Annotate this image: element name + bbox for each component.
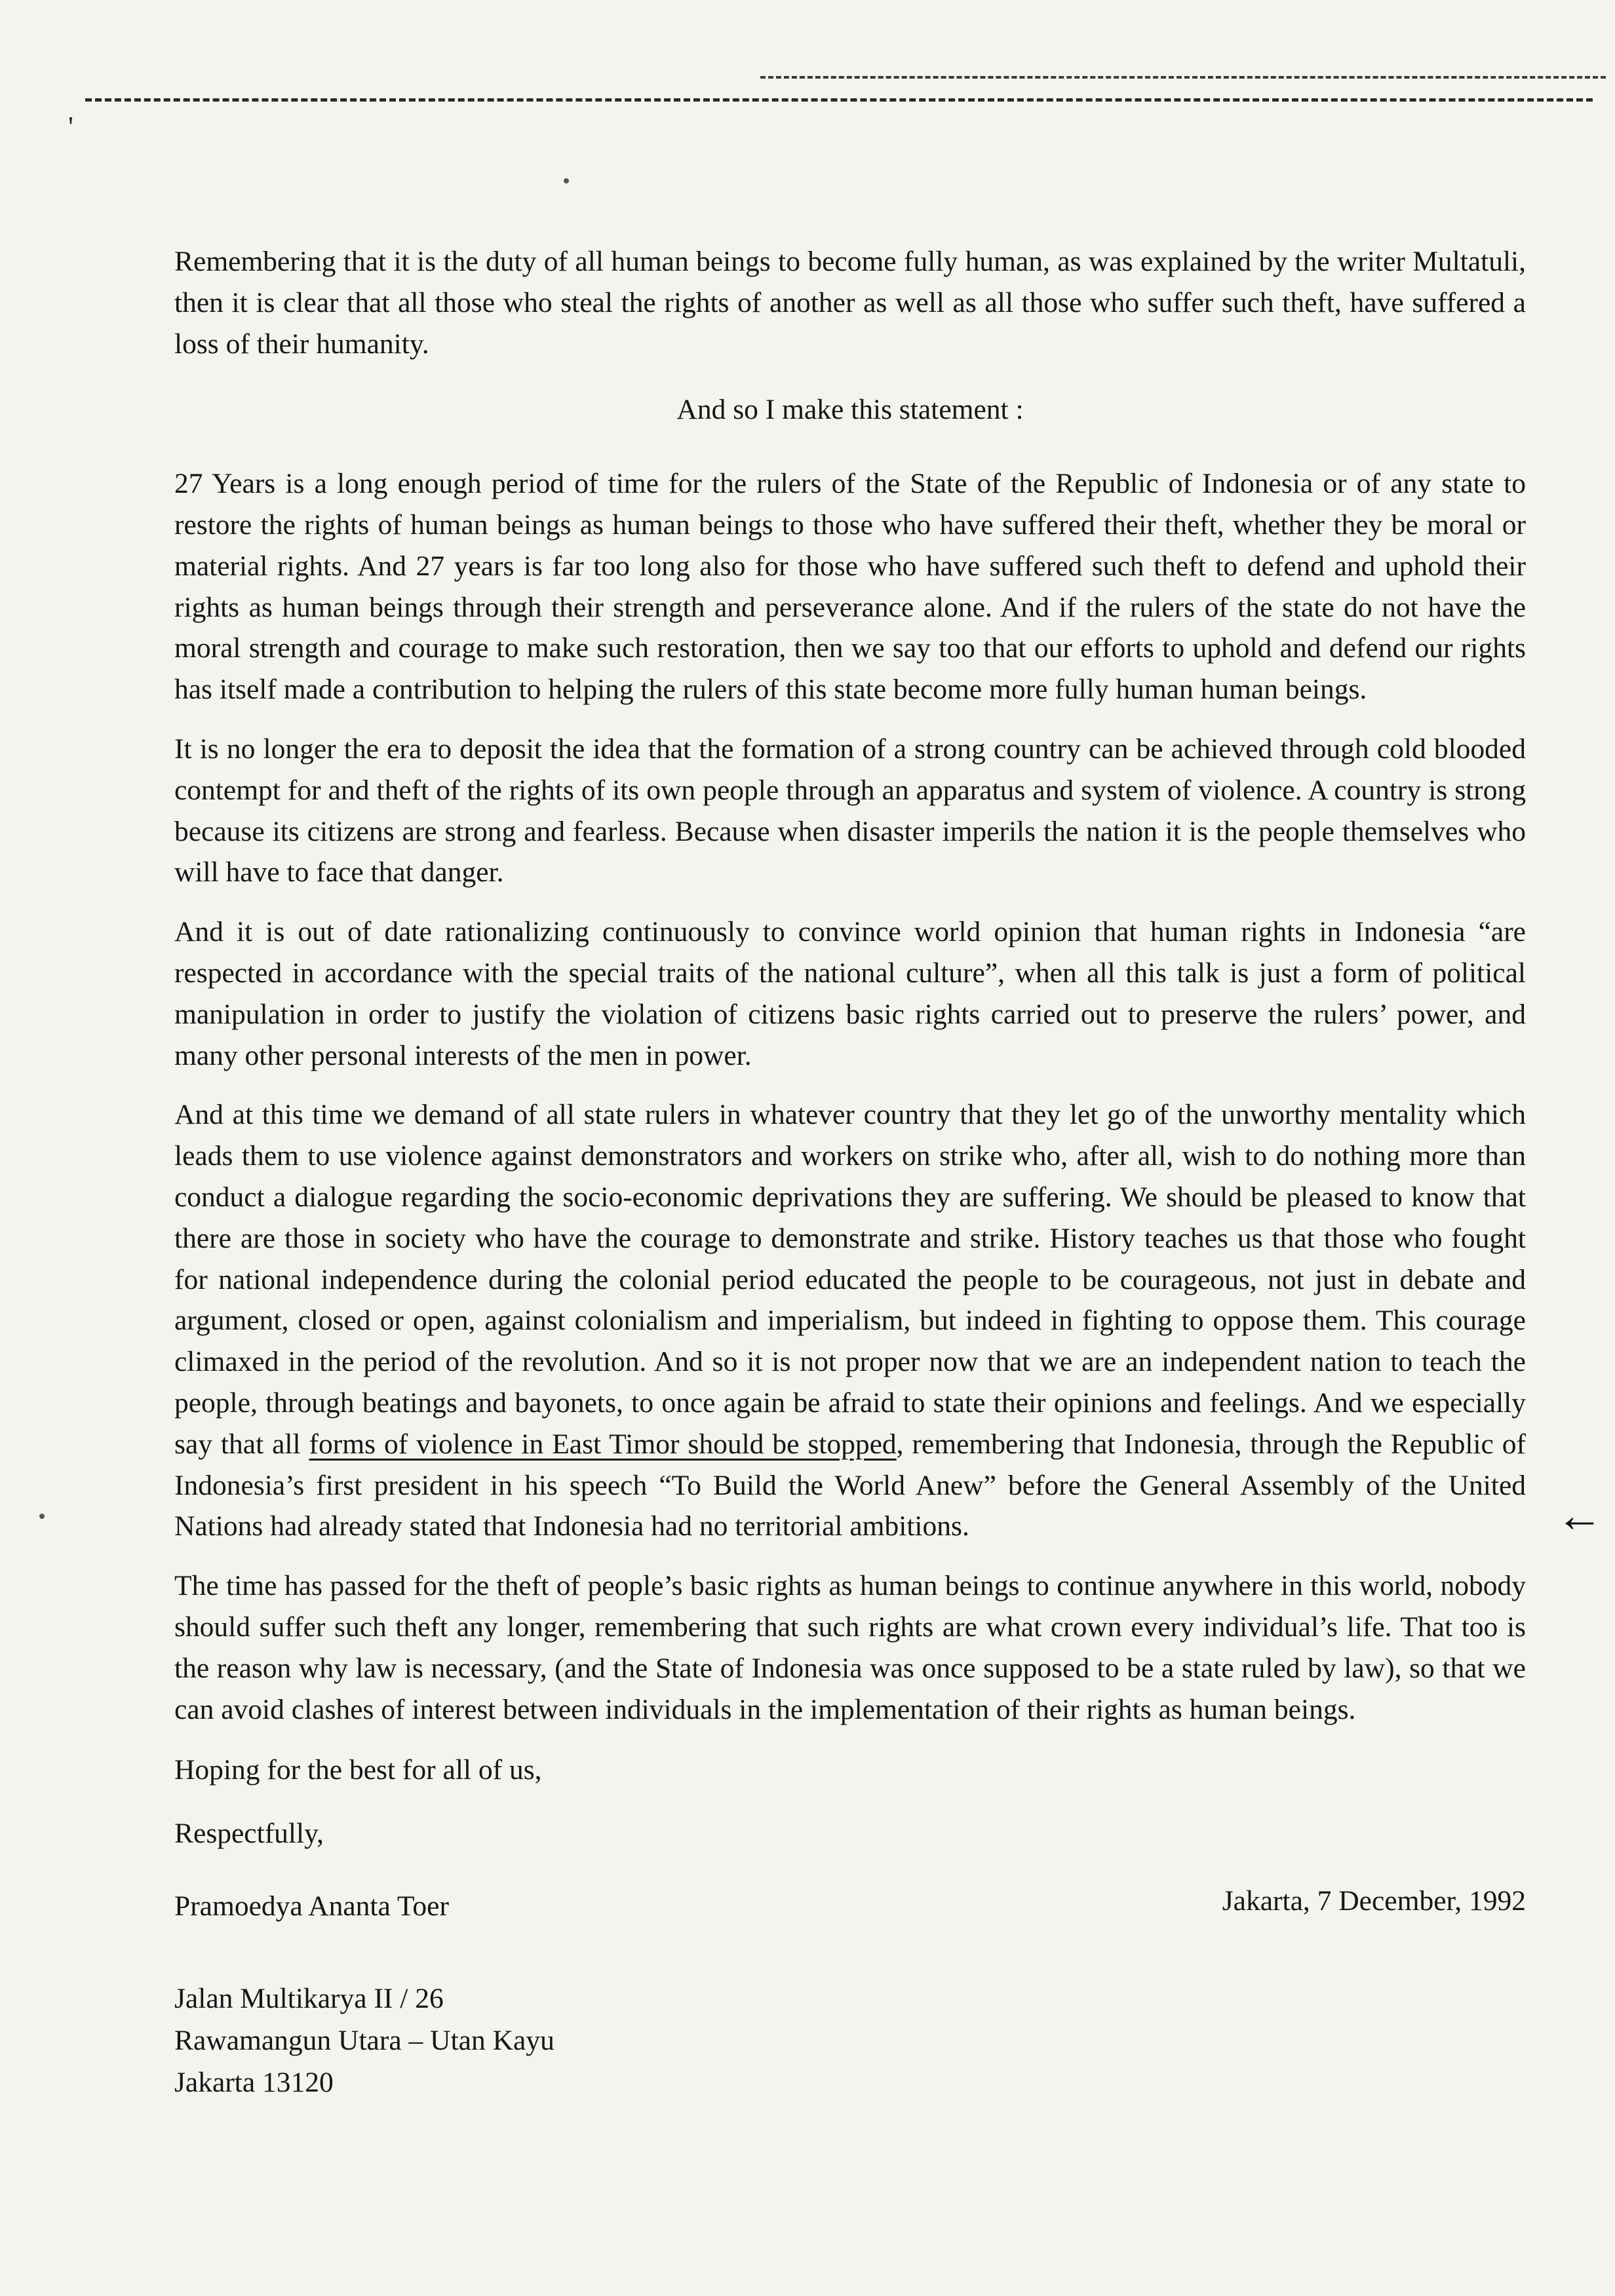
paragraph-5 xyxy=(174,1094,1526,1547)
dashed-border xyxy=(85,98,1593,102)
dashed-border-top xyxy=(760,76,1606,79)
handwritten-arrow-icon: ← xyxy=(1556,1489,1603,1542)
scan-speck xyxy=(564,178,569,183)
paragraph-2: 27 Years is a long enough period of time for the rulers of the State of the Republic of Indonesia or of any state to restore the rights of human beings as human beings to those who have suffered their theft, whether they be moral or material rights. And 27 years is far too long also for those who have suffered such theft to defend and uphold their rights as human beings through their strength and perseverance alone. And if the rulers of the state do not have the moral strength and courage to make such restoration, then we say too that our efforts to uphold and defend our rights has itself made a contribution to helping the rulers of this state become more fully human human beings. xyxy=(174,468,1526,706)
signature-name: Pramoedya Ananta Toer xyxy=(174,1890,449,1922)
address-line-3: Jakarta 13120 xyxy=(174,2066,334,2098)
letter-body xyxy=(174,241,1526,2103)
closing-respectfully: Respectfully, xyxy=(174,1818,324,1850)
paragraph-5-after: , remembering that Indonesia, through the Republic of Indonesia’s first president in his speech “To Build the World Anew” before the General Assembly of the United Nations had already stated that Indonesia had no territorial ambitions. xyxy=(174,1428,1527,1542)
paragraph-4: And it is out of date rationalizing continuously to convince world opinion that human rights in Indonesia “are respected in accordance with the special traits of the national culture”, when all this talk is just a form of political manipulation in order to justify the violation of citizens basic rights carried out to preserve the rulers’ power, and many other personal interests of the men in power. xyxy=(174,916,1526,1071)
statement-heading: And so I make this statement : xyxy=(676,394,1024,426)
underlined-east-timor-phrase: forms of violence in East Timor should be stopped xyxy=(309,1428,897,1460)
paragraph-3: It is no longer the era to deposit the idea that the formation of a strong country can be achieved through cold blooded contempt for and theft of the rights of its own people through an apparatus and system of violence. A country is strong because its citizens are strong and fearless. Because when disaster imperils the nation it is the people themselves who will have to face that danger. xyxy=(174,733,1526,889)
paragraph-1: Remembering that it is the duty of all human beings to become fully human, as was explained by the writer Multatuli, then it is clear that all those who steal the rights of another as well as all those who suffer such theft, have suffered a loss of their humanity. xyxy=(174,246,1526,360)
closing-hope: Hoping for the best for all of us, xyxy=(174,1754,542,1786)
address-line-2: Rawamangun Utara – Utan Kayu xyxy=(174,2024,555,2056)
signature-row xyxy=(174,1886,1526,1932)
scan-mark: ' xyxy=(68,111,73,143)
address-line-1: Jalan Multikarya II / 26 xyxy=(174,1982,444,2014)
address-block xyxy=(174,1978,1526,2103)
place-date: Jakarta, 7 December, 1992 xyxy=(1222,1885,1526,1917)
scan-speck xyxy=(39,1514,45,1519)
paragraph-5-before: And at this time we demand of all state rulers in whatever country that they let go of the unworthy mentality which leads them to use violence against demonstrators and workers on strike who, after all, wish to do nothing more than conduct a dialogue regarding the socio-economic deprivations they are suffering. We should be pleased to know that there are those in society who have the courage to demonstrate and strike. History teaches us that those who fought for national independence during the colonial period educated the people to be courageous, not just in debate and argument, closed or open, against colonialism and imperialism, but indeed in fighting to oppose them. This courage climaxed in the period of the revolution. And so it is not proper now that we are an independent nation to teach the people, through beatings and bayonets, to once again be afraid to state their opinions and feelings. And we especially say that all xyxy=(174,1099,1526,1460)
paragraph-6: The time has passed for the theft of people’s basic rights as human beings to continue anywhere in this world, nobody should suffer such theft any longer, remembering that such rights are what crown every individual’s life. That too is the reason why law is necessary, (and the State of Indonesia was once supposed to be a state ruled by law), so that we can avoid clashes of interest between individuals in the implementation of their rights as human beings. xyxy=(174,1570,1526,1725)
